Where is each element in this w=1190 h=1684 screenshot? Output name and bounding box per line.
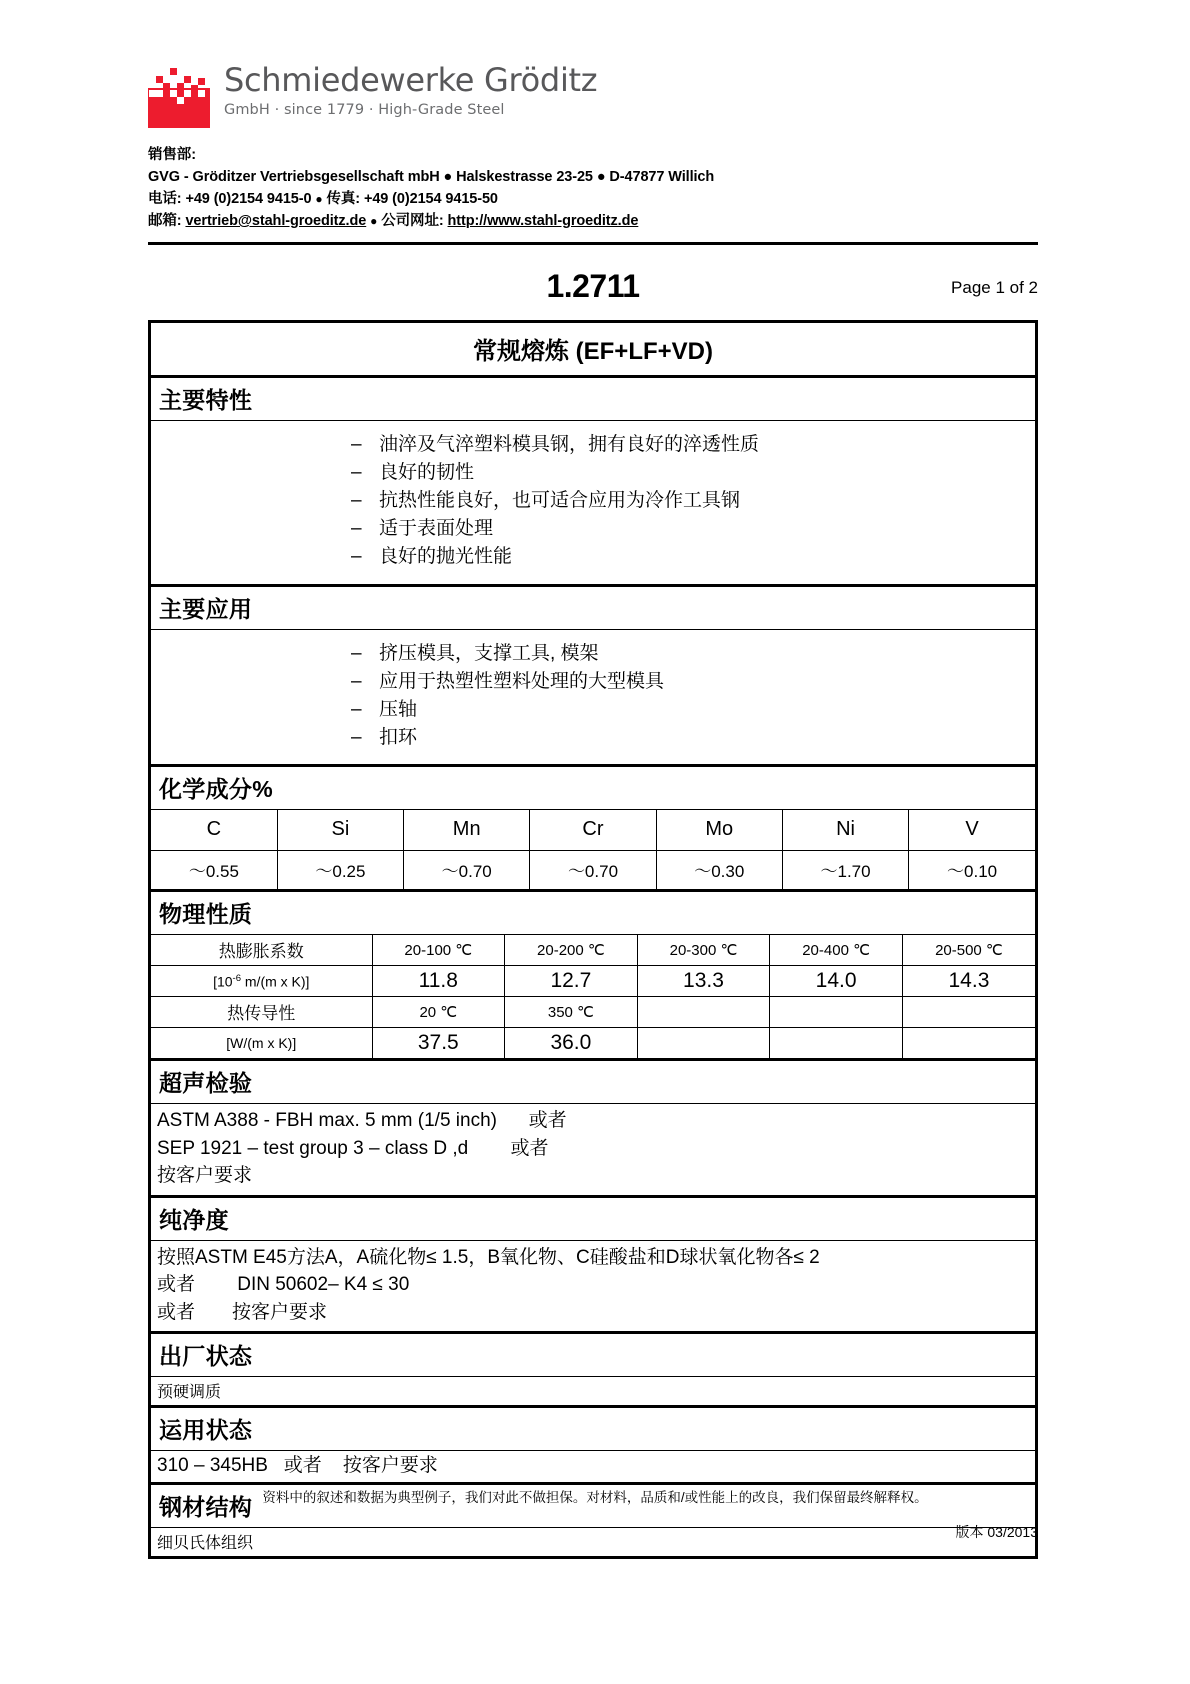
table-row [151,810,1035,851]
temp-range-header: 20-300 ℃ [637,935,770,966]
page-header [148,62,1038,232]
conductivity-value: 37.5 [372,1027,505,1058]
melting-process-banner: 常规熔炼 (EF+LF+VD) [151,323,1035,377]
chem-element-header: Mn [404,810,530,851]
company-contact-block [148,144,1038,232]
section-heading-physical: 物理性质 [151,890,1035,934]
main-properties-list [151,421,1035,586]
phone-value: +49 (0)2154 9415-0 [185,191,312,208]
temp-range-header: 20-200 ℃ [505,935,638,966]
fax-value: +49 (0)2154 9415-50 [363,191,498,208]
application-condition-value-cell [151,1451,1035,1484]
company-name: Schmiedewerke Gröditz [224,61,598,99]
list-item: – 适于表面处理 [151,515,1035,543]
conductivity-value [637,1027,770,1058]
chem-element-value: ～0.70 [404,850,530,889]
chemistry-table [151,810,1035,889]
text-line: ASTM A388 - FBH max. 5 mm (1/5 inch) 或者 [157,1109,567,1131]
section-heading-delivery-condition: 出厂状态 [151,1333,1035,1377]
list-item: – 油淬及气淬塑料模具钢，拥有良好的淬透性质 [151,431,1035,459]
section-heading-chemistry: 化学成分% [151,765,1035,809]
list-item: – 压轴 [151,696,1035,724]
table-row [151,965,1035,996]
website-link[interactable]: http://www.stahl-groeditz.de [447,213,639,230]
physical-properties-table [151,935,1035,1058]
section-heading-application-condition: 运用状态 [151,1407,1035,1451]
web-label: 公司网址: [381,213,444,230]
text-line: 或者 DIN 50602– K4 ≤ 30 [157,1274,410,1296]
separator-dot-2: ● [370,214,378,229]
text-line: 或者 按客户要求 [157,1301,327,1323]
conductivity-value [902,1027,1035,1058]
table-row [151,850,1035,889]
chem-element-value: ～0.55 [151,850,277,889]
chem-element-value: ～1.70 [782,850,908,889]
phone-label: 电话: [148,191,182,208]
chem-element-value: ～0.10 [909,850,1035,889]
expansion-value: 14.0 [770,965,903,996]
page-indicator: Page 1 of 2 [951,278,1038,297]
email-label: 邮箱: [148,213,182,230]
exponent: -6 [232,972,241,984]
temp-range-header: 20-100 ℃ [372,935,505,966]
list-item: – 扣环 [151,724,1035,752]
thermal-conductivity-unit: [W/(m x K)] [151,1027,372,1058]
schmiedewerke-logo-icon [148,66,210,128]
datasheet-table [148,320,1038,1559]
conductivity-value: 36.0 [505,1027,638,1058]
text-line: 按客户要求 [157,1165,253,1187]
chem-element-value: ～0.25 [277,850,403,889]
chem-element-header: V [909,810,1035,851]
main-applications-list [151,629,1035,765]
expansion-value: 14.3 [902,965,1035,996]
cond-temp-header [902,996,1035,1027]
delivery-condition-value: 预硬调质 [151,1377,1035,1407]
footer-version: 版本 03/2013 [955,1524,1038,1540]
list-item: – 良好的抛光性能 [151,543,1035,571]
footer-disclaimer: 资料中的叙述和数据为典型例子，我们对此不做担保。对材料，品质和/或性能上的改良，我们保留最终解释权。 [262,1490,928,1505]
list-item: – 抗热性能良好，也可适合应用为冷作工具钢 [151,487,1035,515]
thermal-conductivity-label: 热传导性 [151,996,372,1027]
table-row [151,935,1035,966]
table-row [151,996,1035,1027]
ultrasonic-body [151,1103,1035,1196]
text-line: SEP 1921 – test group 3 – class D ,d 或者 [157,1137,549,1159]
section-heading-ultrasonic: 超声检验 [151,1059,1035,1103]
header-divider [148,242,1038,245]
cond-temp-header: 350 ℃ [505,996,638,1027]
conductivity-value [770,1027,903,1058]
company-email-line [148,210,1038,232]
chem-element-header: Mo [656,810,782,851]
list-item: – 良好的韧性 [151,459,1035,487]
application-condition-value: 310 – 345HB 或者 按客户要求 [157,1455,438,1477]
list-item: – 应用于热塑性塑料处理的大型模具 [151,668,1035,696]
separator-dot: ● [315,192,323,207]
chem-element-header: C [151,810,277,851]
temp-range-header: 20-500 ℃ [902,935,1035,966]
chem-element-value: ～0.30 [656,850,782,889]
chem-element-header: Si [277,810,403,851]
purity-body [151,1240,1035,1333]
temp-range-header: 20-400 ℃ [770,935,903,966]
company-phone-line [148,188,1038,210]
cond-temp-header: 20 ℃ [372,996,505,1027]
company-tagline: GmbH · since 1779 · High-Grade Steel [224,102,505,118]
chemistry-table-cell [151,809,1035,890]
chem-element-header: Cr [530,810,656,851]
section-heading-purity: 纯净度 [151,1196,1035,1240]
thermal-expansion-unit: [$10^{-6}$ m/(m x K)] [151,965,372,996]
sales-dept-label: 销售部: [148,147,196,163]
expansion-value: 12.7 [505,965,638,996]
cond-temp-header [637,996,770,1027]
table-row [151,1027,1035,1058]
text-line: 按照ASTM E45方法A，A硫化物≤ 1.5，B氧化物、C硅酸盐和D球状氧化物各≤ 2 [157,1246,820,1268]
company-logo-text [224,62,597,118]
cond-temp-header [770,996,903,1027]
fax-label: 传真: [326,191,361,208]
expansion-value: 11.8 [372,965,505,996]
expansion-value: 13.3 [637,965,770,996]
chem-element-header: Ni [782,810,908,851]
company-address: GVG - Gröditzer Vertriebsgesellschaft mbH ● Halskestrasse 23-25 ● D-47877 Willich [148,169,715,186]
section-heading-main-applications: 主要应用 [151,585,1035,629]
section-heading-main-properties: 主要特性 [151,377,1035,421]
email-link[interactable]: vertrieb@stahl-groeditz.de [185,213,367,230]
physical-table-cell [151,934,1035,1059]
chem-element-value: ～0.70 [530,850,656,889]
section-heading-steel-structure: 钢材结构 [151,1483,1035,1527]
steel-structure-value: 细贝氏体组织 [157,1534,254,1552]
list-item: – 挤压模具，支撑工具, 模架 [151,640,1035,668]
steel-grade-title: 1.2711 [546,268,640,304]
company-logo-row [148,62,1038,128]
thermal-expansion-label: 热膨胀系数 [151,935,372,966]
